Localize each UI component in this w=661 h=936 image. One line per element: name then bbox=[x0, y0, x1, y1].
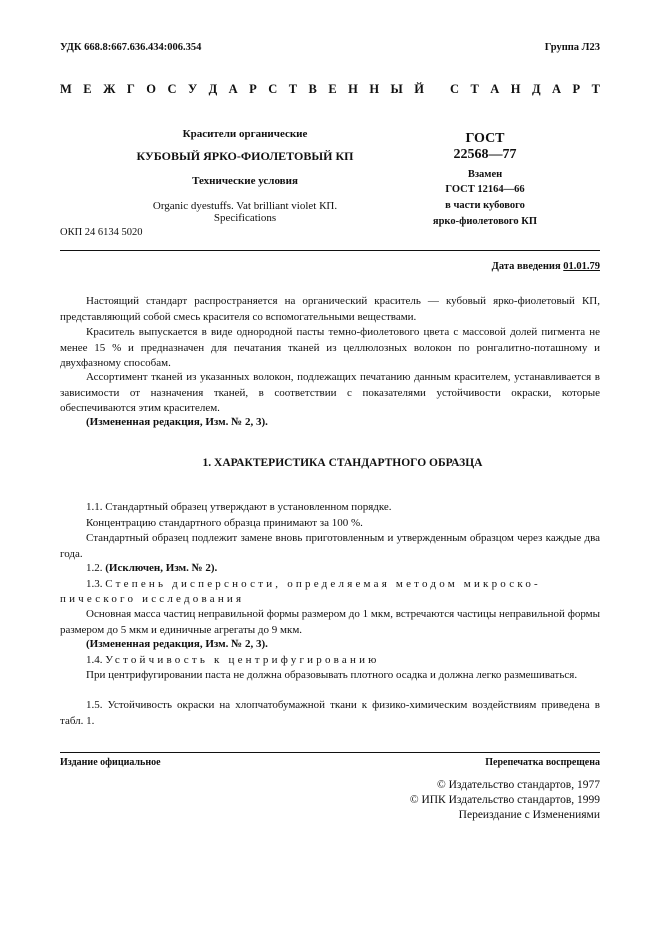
clause-1-3-title-line1: Степень дисперсности, определяемая методом микроско- bbox=[105, 578, 541, 590]
spec-title: Технические условия bbox=[192, 175, 298, 187]
intro-edit-note: (Измененная редакция, Изм. № 2, 3). bbox=[86, 416, 268, 428]
replaced-part-line1: в части кубового bbox=[445, 200, 525, 211]
gost-label: ГОСТ bbox=[465, 131, 505, 146]
replaced-part-line2: ярко-фиолетового КП bbox=[432, 216, 538, 227]
clause-1-2 bbox=[60, 561, 600, 577]
clause-1-3-title bbox=[60, 577, 600, 593]
clause-1-1: 1.1. Стандартный образец утверждают в установленном порядке. bbox=[86, 501, 392, 513]
banner-letter: С bbox=[450, 82, 460, 96]
header-rule bbox=[60, 250, 600, 251]
banner-letter: Ж bbox=[103, 82, 116, 96]
category-title: Красители органические bbox=[182, 128, 308, 140]
reprint-prohibited: Перепечатка воспрещена bbox=[485, 757, 600, 768]
copyright-block bbox=[410, 778, 600, 823]
banner-letter: Е bbox=[328, 82, 337, 96]
banner-letter: У bbox=[187, 82, 198, 96]
udk-code: УДК 668.8:667.636.434:006.354 bbox=[60, 42, 202, 53]
clause-1-4-number: 1.4. bbox=[86, 654, 103, 666]
banner-letter: Р bbox=[249, 82, 257, 96]
clause-1-5: 1.5. Устойчивость окраски на хлопчатобумажной ткани к физико-химическим воздействиям приведена в табл. 1. bbox=[60, 699, 600, 727]
date-value: 01.01.79 bbox=[563, 261, 600, 272]
product-title: КУБОВЫЙ ЯРКО-ФИОЛЕТОВЫЙ КП bbox=[136, 149, 354, 163]
clause-1-1-concentration: Концентрацию стандартного образца принимают за 100 %. bbox=[86, 517, 363, 529]
clause-1-1-replacement: Стандартный образец подлежит замене вновь приготовленным и утвержденным образцом через каждые два года. bbox=[60, 532, 600, 560]
group-code: Группа Л23 bbox=[544, 42, 600, 53]
gost-block bbox=[410, 131, 560, 230]
banner-letter: Р bbox=[572, 82, 581, 96]
reissue-note: Переиздание с Изменениями bbox=[458, 809, 600, 821]
banner-letter: Т bbox=[288, 82, 298, 96]
banner-letter: О bbox=[146, 82, 157, 96]
introduction-date bbox=[492, 261, 600, 272]
banner-letter: Д bbox=[208, 82, 218, 96]
official-edition: Издание официальное bbox=[60, 757, 161, 768]
banner-letter: Е bbox=[83, 82, 92, 96]
clause-1-3-body: Основная масса частиц неправильной формы размером до 1 мкм, встречаются частицы неправильной формы размером до 5 мкм и единичные агрегаты до 9 мкм. bbox=[60, 608, 600, 636]
date-label: Дата введения bbox=[491, 261, 561, 272]
copyright-1977: © Издательство стандартов, 1977 bbox=[436, 779, 600, 791]
banner-letter: Ы bbox=[390, 82, 403, 96]
gost-number: 22568—77 bbox=[453, 147, 517, 162]
banner-letter: В bbox=[308, 82, 317, 96]
clause-1-4-title bbox=[60, 653, 600, 669]
banner-letter: Н bbox=[348, 82, 358, 96]
replaces-label: Взамен bbox=[467, 169, 503, 180]
banner-letter: С bbox=[167, 82, 177, 96]
english-title-line1: Organic dyestuffs. Vat brilliant violet КП. bbox=[152, 200, 338, 212]
banner-letter: А bbox=[490, 82, 500, 96]
english-title-line2: Specifications bbox=[213, 212, 277, 224]
title-block bbox=[90, 127, 400, 224]
clause-1-4-title-text: Устойчивость к центрифугированию bbox=[105, 654, 380, 666]
banner-letter: Н bbox=[369, 82, 380, 96]
clause-1-3-number: 1.3. bbox=[86, 578, 103, 590]
banner-letter: Д bbox=[531, 82, 541, 96]
section-1-heading: 1. ХАРАКТЕРИСТИКА СТАНДАРТНОГО ОБРАЗЦА bbox=[202, 457, 483, 469]
banner-letter: Н bbox=[510, 82, 521, 96]
banner-letter bbox=[435, 82, 438, 97]
intro-paragraph-2: Краситель выпускается в виде однородной пасты темно-фиолетового цвета с массовой долей пигмента не менее 15 % и предназначен для печатания тканей из целлюлозных волокон по ронгалитно-поташному и двухфазному способам. bbox=[60, 326, 600, 369]
clause-1-2-number: 1.2. bbox=[86, 562, 103, 574]
clause-1-4-body: При центрифугировании паста не должна образовывать плотного осадка и должна легко размешиваться. bbox=[86, 669, 578, 681]
intro-paragraph-1: Настоящий стандарт распространяется на органический краситель — кубовый ярко-фиолетовый КП, представляющий собой смесь красителя со вспомогательными веществами. bbox=[60, 295, 600, 323]
clause-1-3-edit-note: (Измененная редакция, Изм. № 2, 3). bbox=[86, 638, 268, 650]
banner-letter: А bbox=[552, 82, 562, 96]
footer-rule bbox=[60, 752, 600, 753]
banner-letter: М bbox=[60, 82, 72, 96]
banner-letter: С bbox=[268, 82, 278, 96]
copyright-1999: © ИПК Издательство стандартов, 1999 bbox=[409, 794, 600, 806]
banner-letter: Г bbox=[126, 82, 135, 96]
banner-letter: Й bbox=[414, 82, 424, 96]
banner-letter: Т bbox=[591, 82, 600, 96]
clause-1-2-excluded: (Исключен, Изм. № 2). bbox=[105, 562, 218, 574]
clause-1-3-title-line2: пического исследования bbox=[60, 593, 245, 605]
banner-letter: А bbox=[228, 82, 238, 96]
banner-letter: Т bbox=[470, 82, 479, 96]
standard-banner bbox=[60, 82, 600, 97]
replaced-gost: ГОСТ 12164—66 bbox=[445, 184, 525, 195]
intro-paragraph-3: Ассортимент тканей из указанных волокон, подлежащих печатанию данным красителем, устанавливается в зависимости от назначения тканей, в соответствии с показателями устойчивости окраски, которые обеспечиваются этим красителем. bbox=[60, 371, 600, 414]
okp-code: ОКП 24 6134 5020 bbox=[60, 227, 143, 238]
